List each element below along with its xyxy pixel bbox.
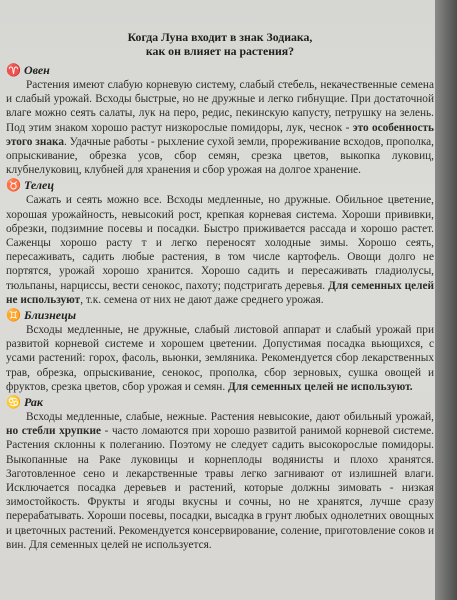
page-title xyxy=(6,30,434,58)
title-line-1: Когда Луна входит в знак Зодиака, xyxy=(127,30,313,44)
section-aries xyxy=(6,63,434,177)
section-heading xyxy=(6,308,434,323)
section-text xyxy=(6,78,434,177)
title-line-2: как он влияет на растения? xyxy=(145,44,295,58)
text-part: Сажать и сеять можно все. Всходы медленные, но дружные. Обильное цветение, хорошая урожайность, невысокий рост, крепкая корневая система. Хороши прививки, обрезки, подзимние посевы и посадки. Быстро приживается рассада и хорошо растет. Саженцы хорошо расту т и легко переносят холодные зимы. Хорошо сеять, пересаживать, садить любые растения, в том числе картофель. Овощи долго не портятся, урожай хорошо хранится. Хорошо садить и пересаживать гладиолусы, тюльпаны, нарциссы, вести сенокос, пахоту; подстригать деревья. xyxy=(6,194,434,292)
emphasis-text: Для семенных целей не используют xyxy=(6,279,434,306)
section-heading xyxy=(6,178,434,193)
emphasis-text: Для семенных целей не используют. xyxy=(228,380,413,393)
emphasis-text: но стебли хрупкие xyxy=(6,425,102,438)
section-cancer xyxy=(6,395,434,552)
section-name: Близнецы xyxy=(23,308,77,323)
section-heading xyxy=(6,395,434,410)
emphasis-text: это особенность этого знака xyxy=(6,121,435,148)
cancer-icon: ♋ xyxy=(6,395,21,410)
text-part: Всходы медленные, слабые, нежные. Растения невысокие, дают обильный урожай, xyxy=(26,411,434,424)
background-edge xyxy=(435,0,457,600)
section-text xyxy=(6,410,434,552)
aries-icon: ♈ xyxy=(6,63,21,77)
text-part: Всходы медленные, не дружные, слабый листовой аппарат и слабый урожай при развитой корневой системе и хорошем цветении. Допустимая посадка вьющихся, с усами растений: горох, фасоль, вьюнки, земляника. Рекомендуется сбор лекарственных трав, обрезка, опрыскивание, сенокос, прополка, сбор зерновых, сушка овощей и фруктов, срезка цветов, сбор урожая и семян. xyxy=(6,324,434,393)
section-gemini xyxy=(6,308,434,394)
section-heading xyxy=(6,63,434,78)
section-text xyxy=(6,193,434,307)
gemini-icon: ♊ xyxy=(6,308,21,323)
page-content xyxy=(6,30,434,552)
text-part: . Удачные работы - рыхление сухой земли, прореживание всходов, прополка, опрыскивание, обрезка усов, сбор семян, срезка цветов, выкопка луковиц, клубнелуковиц, клубней для хранения и сбор урожая на долгое хранение. xyxy=(6,135,434,177)
text-part: Растения имеют слабую корневую систему, слабый стебель, некачественные семена и слабый урожай. Всходы быстрые, но не дружные и легко гибнущие. При достаточной влаге можно сеять салаты, лук на перо, редис, пекинскую капусту, петрушку на зелень. Под этим знаком хорошо растут низкорослые помидоры, лук, чеснок - xyxy=(6,79,434,134)
section-name: Рак xyxy=(23,395,43,410)
section-taurus xyxy=(6,178,434,307)
section-name: Телец xyxy=(23,178,55,193)
section-text xyxy=(6,323,434,394)
text-part: , т.к. семена от них не дают даже среднего урожая. xyxy=(80,293,324,306)
text-part: - часто ломаются при хорошо развитой ранимой корневой системе. Растения склонны к полеганию. Поэтому не следует садить высокорослые помидоры. Выкопанные на Раке луковицы и корнеплоды водянисты и плохо хранятся. Заготовленное сено и лекарственные травы легко загнивают от излишней влаги. Исключается посадка деревьев и растений, которые должны зимовать - низкая зимостойкость. Фрукты и ягоды вкусны и сочны, но не хранятся, лучше сразу перерабатывать. Хороши посевы, посадки, высадка в грунт любых однолетних овощных и цветочных растений. Рекомендуется консервирование, соление, приготовление соков и вин. Для семенных целей не используется. xyxy=(6,425,434,551)
section-name: Овен xyxy=(23,63,50,77)
taurus-icon: ♉ xyxy=(6,178,21,193)
